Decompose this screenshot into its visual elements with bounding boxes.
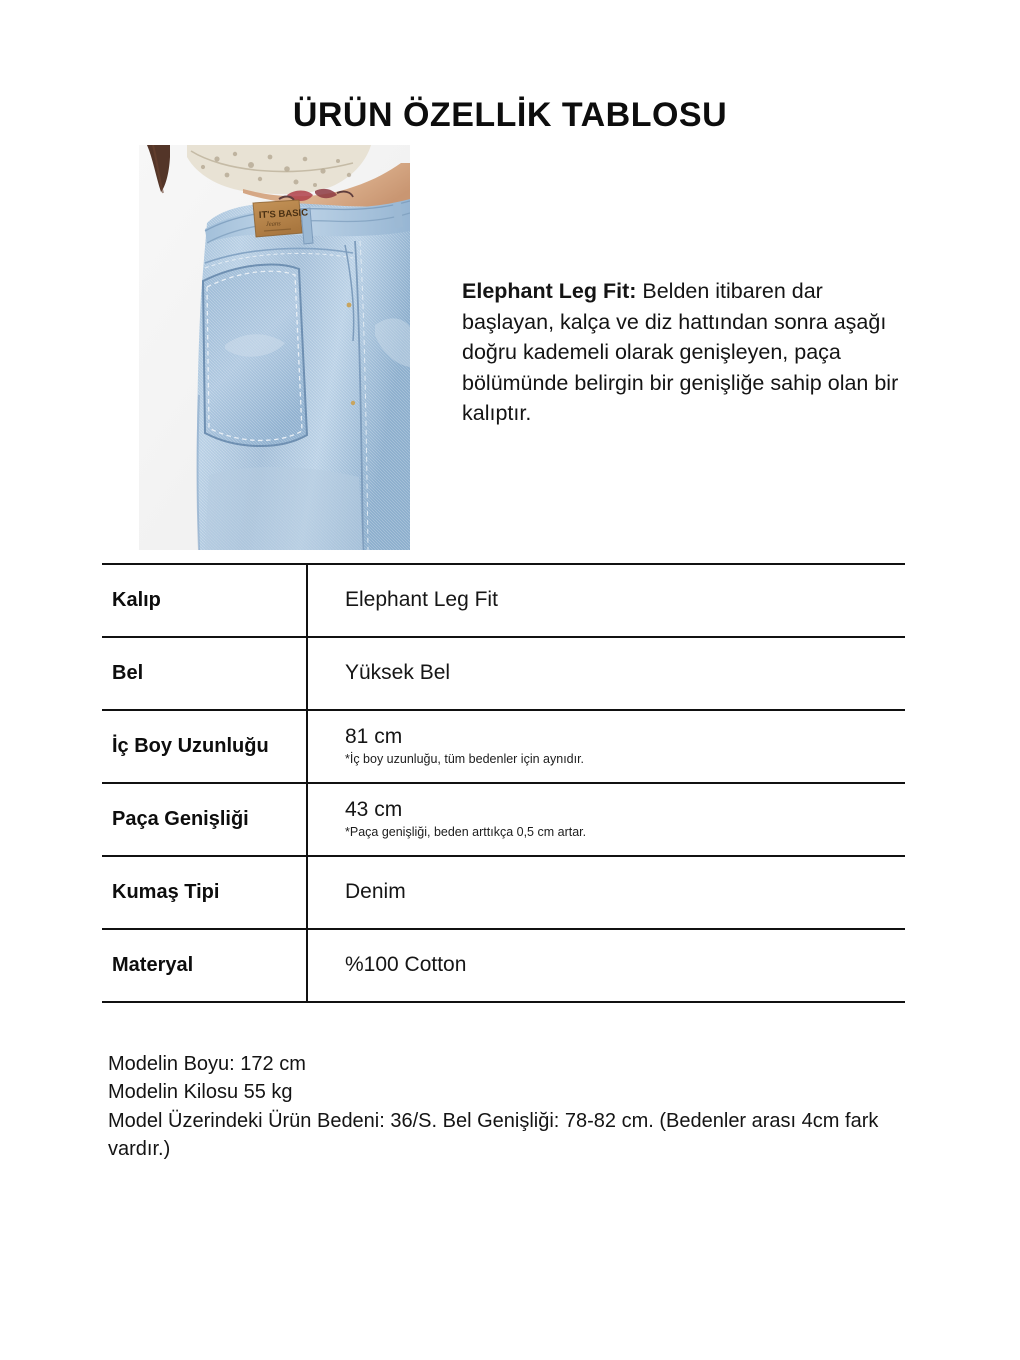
fit-description-lead: Elephant Leg Fit: [462,279,637,303]
spec-value-main: 43 cm [345,798,403,822]
svg-text:IT'S BASIC: IT'S BASIC [258,207,309,221]
spec-value-main: Elephant Leg Fit [345,588,498,612]
spec-value-note: *İç boy uzunluğu, tüm bedenler için aynıdır. [345,752,585,767]
spec-label: Kumaş Tipi [102,856,307,929]
product-photo-illustration [139,145,410,550]
spec-value-main: 81 cm [345,725,403,749]
table-row [102,637,905,710]
spec-label: İç Boy Uzunluğu [102,710,307,783]
table-row [102,710,905,783]
spec-label: Bel [102,637,307,710]
spec-table [102,563,905,1003]
spec-label: Kalıp [102,564,307,637]
model-size: Model Üzerindeki Ürün Bedeni: 36/S. Bel Genişliği: 78-82 cm. (Bedenler arası 4cm fark vardır.) [108,1109,879,1161]
table-row [102,856,905,929]
spec-value-main: Denim [345,880,406,904]
spec-value [307,929,905,1002]
spec-value [307,637,905,710]
table-row [102,929,905,1002]
table-row [102,564,905,637]
spec-value [307,856,905,929]
spec-value-main: Yüksek Bel [345,661,451,685]
page-title: ÜRÜN ÖZELLİK TABLOSU [292,96,728,134]
spec-value [307,710,905,783]
fit-description-body: Belden itibaren dar başlayan, kalça ve diz hattından sonra aşağı doğru kademeli olarak genişleyen, paça bölümünde belirgin bir genişliğe sahip olan bir kalıptır. [462,279,899,426]
product-photo [139,145,410,550]
spec-value [307,564,905,637]
model-weight: Modelin Kilosu 55 kg [108,1081,293,1104]
model-height: Modelin Boyu: 172 cm [108,1053,306,1075]
spec-value [307,783,905,856]
model-info-notes [108,1050,898,1164]
spec-value-note: *Paça genişliği, beden arttıkça 0,5 cm artar. [345,825,587,840]
table-row [102,783,905,856]
fit-description [462,276,902,429]
spec-label: Paça Genişliği [102,783,307,856]
svg-text:Jeans: Jeans [265,220,281,228]
spec-label: Materyal [102,929,307,1002]
spec-value-main: %100 Cotton [345,953,467,977]
